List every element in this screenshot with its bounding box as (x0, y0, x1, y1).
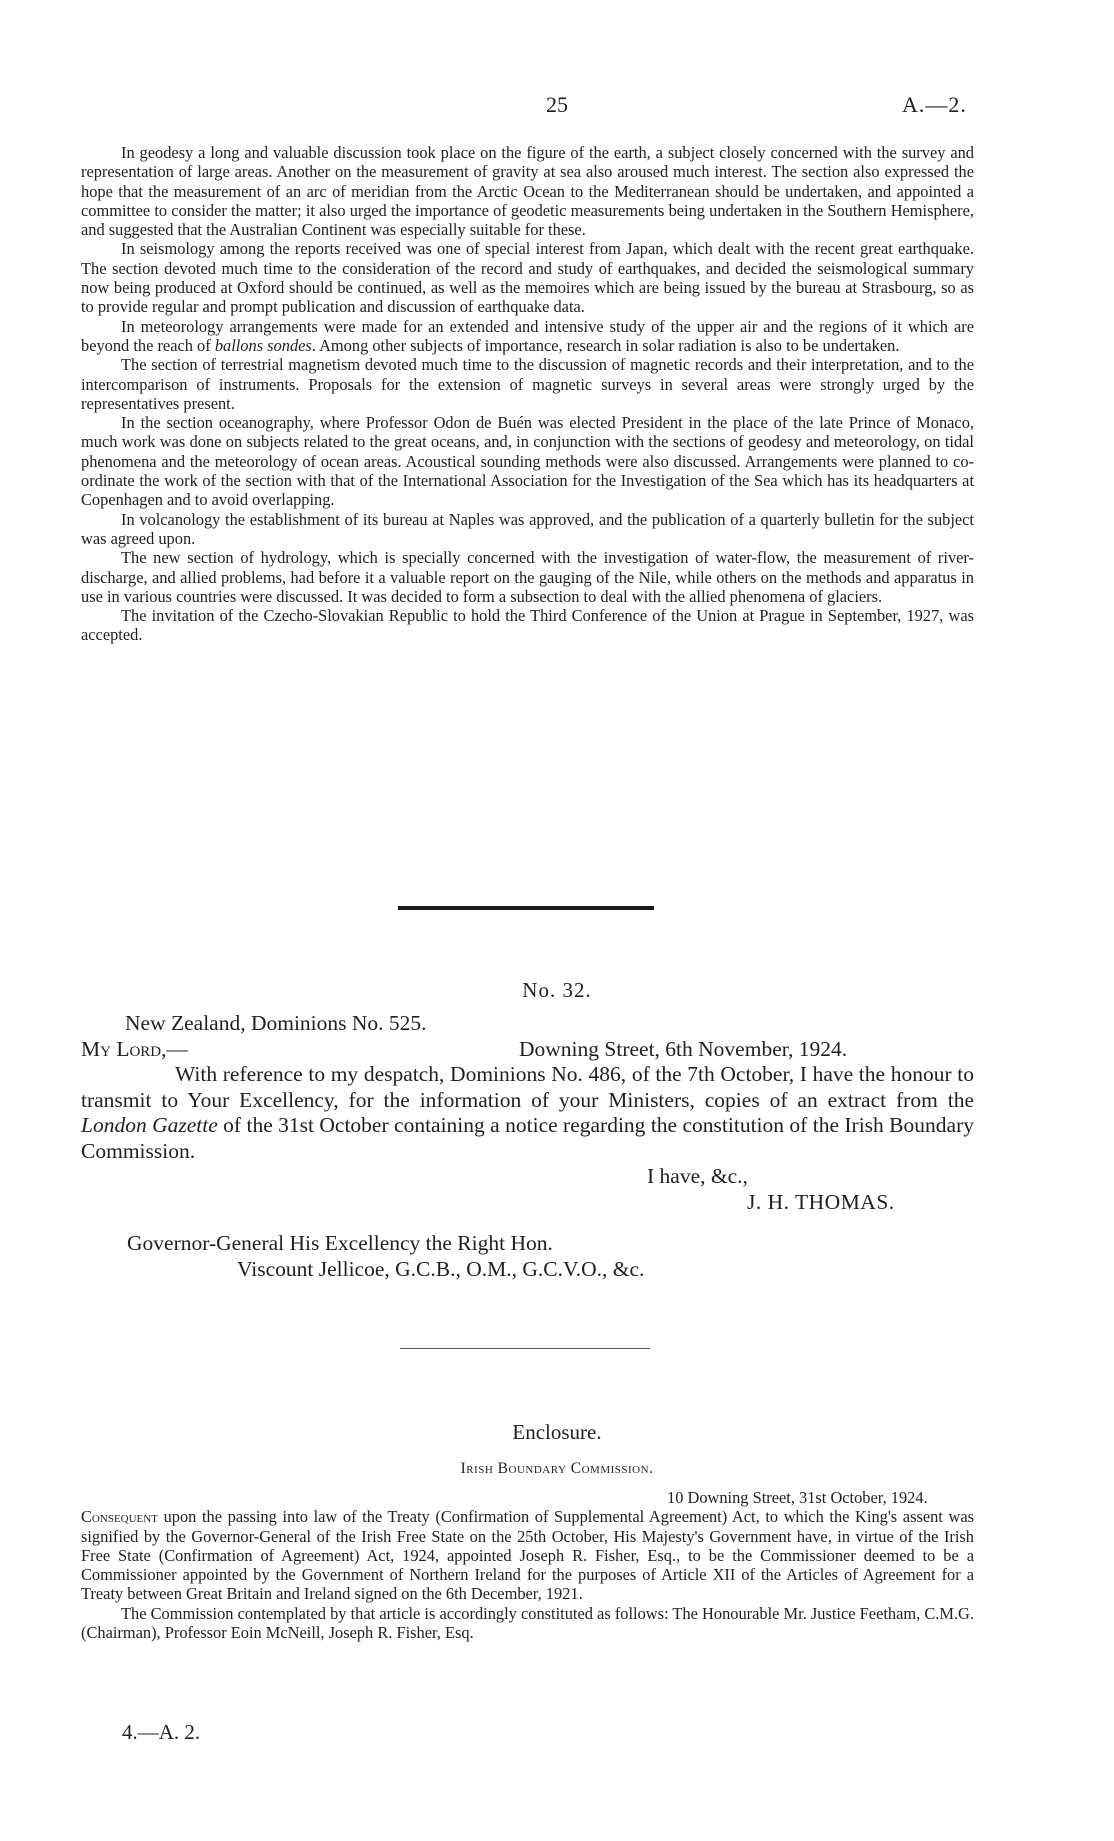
meteorology-text-before: In meteorology arrangements were made for an extended and intensive study of the upper air and the regions of it which are beyond the reach of (81, 316, 974, 355)
paragraph-invitation: The invitation of the Czecho-Slovakian Republic to hold the Third Conference of the Union at Prague in September, 1927, was accepted. (81, 606, 974, 645)
paragraph-meteorology (81, 317, 974, 356)
letter-body-text (81, 1062, 974, 1164)
signoff-row (81, 1164, 974, 1190)
salutation-row (81, 1037, 974, 1063)
enclosure-lead-word: Consequent (81, 1507, 158, 1527)
letter-number: No. 32. (522, 978, 592, 1002)
signature: J. H. THOMAS. (747, 1189, 895, 1214)
recipient-line-1: Governor-General His Excellency the Right Hon. (127, 1231, 553, 1255)
letter-body-after: of the 31st October containing a notice regarding the constitution of the Irish Boundary Commission. (81, 1113, 974, 1163)
paragraph-volcanology: In volcanology the establishment of its bureau at Naples was approved, and the publication of a quarterly bulletin for the subject was agreed upon. (81, 509, 974, 548)
paragraph-oceanography: In the section oceanography, where Professor Odon de Buén was elected President in the place of the late Prince of Monaco, much work was done on subjects related to the great oceans, and, in conjunction with the sections of geodesy and meteorology, on tidal phenomena and the meteorology of ocean areas. Acoustical sounding methods were also discussed. Arrangements were planned to co-ordinate the work of the section with that of the International Association for the Investigation of the Sea which has its headquarters at Copenhagen and to avoid overlapping. (81, 413, 974, 510)
section-divider-thin (400, 1348, 650, 1349)
meteorology-text-after: . Among other subjects of importance, research in solar radiation is also to be undertaken. (311, 335, 900, 355)
page-number: 25 (546, 92, 568, 117)
paragraph-hydrology: The new section of hydrology, which is specially concerned with the investigation of water-flow, the measurement of river-discharge, and allied problems, had before it a valuable report on the gauging of the Nile, while others on the methods and apparatus in use in various countries were discussed. It was decided to form a subsection to deal with the allied phenomena of glaciers. (81, 548, 974, 606)
enclosure-paragraph-1-text: upon the passing into law of the Treaty (Confirmation of Supplemental Agreement) Act, to which the King's assent was signified by the Governor-General of the Irish Free State on the 25th October, His Majesty's Government have, in virtue of the Irish Free State (Confirmation of Agreement) Act, 1924, appointed Joseph R. Fisher, Esq., to be the Commissioner deemed to be a Commissioner appointed by the Government of Northern Ireland for the purposes of Article XII of the Articles of Agreement for a Treaty between Great Britain and Ireland signed on the 6th December, 1921. (81, 1507, 974, 1604)
meteorology-italic-term: ballons sondes (214, 335, 312, 355)
paragraph-seismology: In seismology among the reports received was one of special interest from Japan, which dealt with the recent great earthquake. The section devoted much time to the consideration of the record and study of earthquakes, and decided the seismological summary now being produced at Oxford should be continued, as well as the memoires which are being issued by the bureau at Strasbourg, so as to provide regular and prompt publication and discussion of earthquake data. (81, 239, 974, 317)
gazette-title: London Gazette (81, 1113, 218, 1137)
letter-body-before: With reference to my despatch, Dominions No. 486, of the 7th October, I have the honour to transmit to Your Excellency, for the information of your Ministers, copies of an extract from the (81, 1062, 974, 1112)
section-divider-thick (398, 906, 654, 910)
paragraph-geodesy: In geodesy a long and valuable discussion took place on the figure of the earth, a subject closely concerned with the survey and representation of large areas. Another on the measurement of gravity at sea also aroused much interest. The section also expressed the hope that the measurement of an arc of meridian from the Arctic Ocean to the Mediterranean should be undertaken, and appointed a committee to consider the matter; it also urged the importance of geodetic measurements being undertaken in the Southern Hemisphere, and suggested that the Australian Continent was especially suitable for these. (81, 143, 974, 240)
letter-address-date: Downing Street, 6th November, 1924. (519, 1036, 848, 1061)
enclosure-body (81, 1480, 974, 1642)
page-reference: A.—2. (902, 92, 967, 117)
enclosure-paragraph-1 (81, 1507, 974, 1603)
letter-body (81, 1062, 974, 1164)
report-body (81, 143, 974, 645)
sheet-reference: 4.—A. 2. (122, 1720, 201, 1744)
signature-row (81, 1190, 974, 1216)
recipient-block (81, 1231, 974, 1282)
salutation: My Lord,— (81, 1036, 189, 1061)
despatch-letter (81, 1011, 974, 1282)
enclosure-subtitle: Irish Boundary Commission. (460, 1460, 654, 1477)
letter-reference: New Zealand, Dominions No. 525. (125, 1011, 427, 1035)
enclosure-dateline: 10 Downing Street, 31st October, 1924. (667, 1488, 928, 1507)
enclosure-paragraph-2: The Commission contemplated by that article is accordingly constituted as follows: The Honourable Mr. Justice Feetham, C.M.G. (Chairman), Professor Eoin McNeill, Joseph R. Fisher, Esq. (81, 1603, 974, 1643)
paragraph-magnetism: The section of terrestrial magnetism devoted much time to the discussion of magnetic records and their interpretation, and to the intercomparison of instruments. Proposals for the extension of magnetic surveys in several areas were strongly urged by the representatives present. (81, 355, 974, 413)
closing: I have, &c., (647, 1164, 748, 1188)
recipient-line-2: Viscount Jellicoe, G.C.B., O.M., G.C.V.O., &c. (237, 1256, 645, 1281)
enclosure-title: Enclosure. (512, 1420, 602, 1444)
